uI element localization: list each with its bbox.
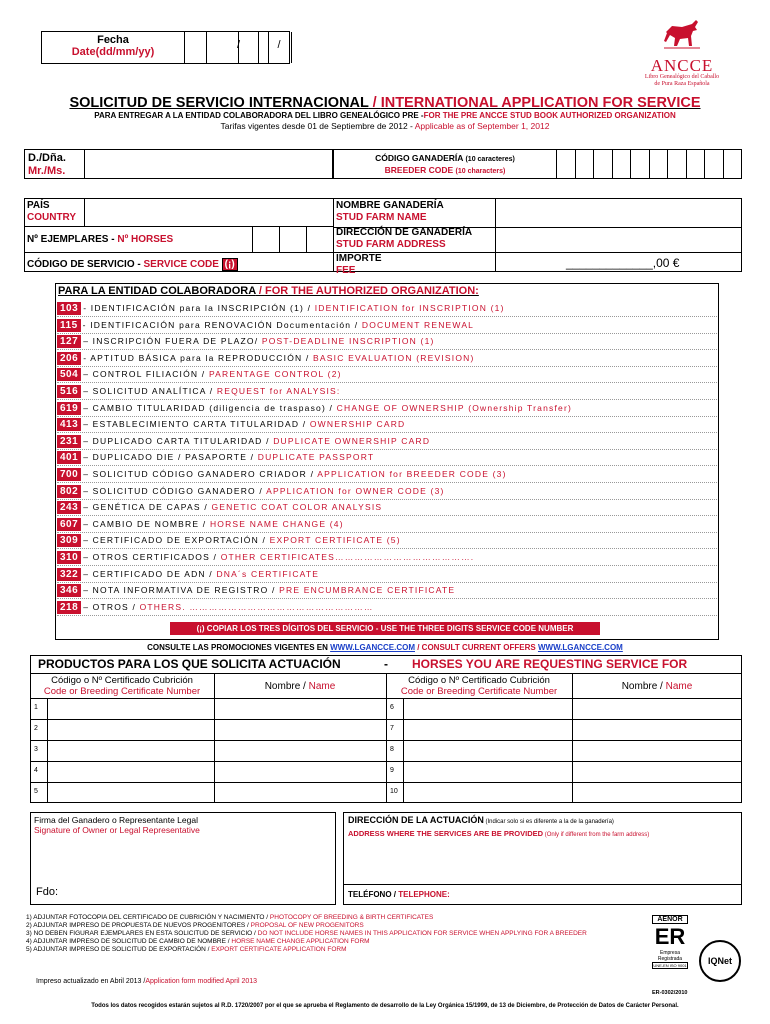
service-desc-es: – GENÉTICA DE CAPAS / bbox=[83, 502, 212, 513]
phone-es: TELÉFONO / bbox=[348, 890, 399, 899]
farm-name-es: NOMBRE GANADERÍA bbox=[336, 200, 444, 211]
product-name-input[interactable] bbox=[574, 783, 740, 802]
horses-es: Nº EJEMPLARES - bbox=[27, 234, 118, 245]
date-day-2[interactable] bbox=[206, 32, 228, 63]
updated-es: Impreso actualizado en Abril 2013 / bbox=[36, 978, 146, 985]
breeder-code-cell[interactable] bbox=[650, 149, 669, 179]
address-en-note: (Only if different from the farm address) bbox=[543, 832, 650, 838]
product-row-number: 1 bbox=[34, 704, 38, 711]
service-row[interactable] bbox=[57, 567, 717, 583]
col-name-right-en: Name bbox=[665, 681, 693, 692]
cert-code: ER-0302/2010 bbox=[652, 990, 688, 996]
product-code-input[interactable] bbox=[404, 762, 570, 781]
footnote-en: DO NOT INCLUDE HORSE NAMES IN THIS APPLICATION FOR SERVICE WHEN APPLYING FOR A BREEDER bbox=[257, 930, 587, 937]
footnote bbox=[26, 946, 346, 954]
service-desc-en: DNA´s CERTIFICATE bbox=[216, 568, 320, 579]
product-num-line bbox=[403, 698, 404, 803]
footnote-es: 5) ADJUNTAR IMPRESO DE SOLICITUD DE EXPORTACIÓN / bbox=[26, 946, 212, 953]
promo-url-1[interactable]: WWW.LGANCCE.COM bbox=[330, 643, 415, 652]
service-desc-en: OTHER CERTIFICATES……………………………………. bbox=[220, 552, 475, 562]
product-name-input[interactable] bbox=[216, 720, 384, 739]
service-desc-en: DOCUMENT RENEWAL bbox=[361, 319, 475, 330]
country-input[interactable] bbox=[85, 199, 332, 225]
product-name-input[interactable] bbox=[216, 783, 384, 802]
service-desc-es: – CERTIFICADO DE ADN / bbox=[83, 568, 217, 579]
product-name-input[interactable] bbox=[574, 741, 740, 760]
service-desc-en: APPLICATION for BREEDER CODE (3) bbox=[317, 469, 507, 479]
date-year-end bbox=[291, 32, 292, 63]
footnote-en: PHOTOCOPY OF BREEDING & BIRTH CERTIFICATES bbox=[269, 914, 434, 921]
service-code: 127 bbox=[57, 335, 81, 348]
country-label bbox=[27, 200, 76, 224]
horses-en: Nº HORSES bbox=[117, 234, 174, 245]
service-row[interactable] bbox=[57, 500, 717, 516]
service-desc-es: – CONTROL FILIACIÓN / bbox=[83, 369, 209, 380]
service-row[interactable] bbox=[57, 367, 717, 383]
product-row-number: 7 bbox=[390, 725, 394, 732]
service-row[interactable] bbox=[57, 484, 717, 500]
col-code-right-es: Código o Nº Certificado Cubrición bbox=[408, 675, 550, 686]
title-en: INTERNATIONAL APPLICATION FOR SERVICE bbox=[380, 95, 701, 111]
address-label bbox=[348, 815, 649, 841]
product-code-input[interactable] bbox=[48, 741, 212, 760]
breeder-code-es-note: (10 caracteres) bbox=[465, 156, 515, 163]
breeder-code-en-note: (10 characters) bbox=[455, 168, 506, 175]
address-es: DIRECCIÓN DE LA ACTUACIÓN bbox=[348, 815, 484, 825]
service-desc-es: - IDENTIFICACIÓN para la INSCRIPCIÓN (1) / bbox=[83, 303, 315, 313]
service-desc-en: HORSE NAME CHANGE (4) bbox=[209, 518, 344, 529]
products-title-en: HORSES YOU ARE REQUESTING SERVICE FOR bbox=[412, 657, 688, 671]
service-desc-en: APPLICATION for OWNER CODE (3) bbox=[266, 485, 445, 496]
er-mark: ER bbox=[654, 924, 686, 949]
owner-label bbox=[24, 149, 85, 179]
legal-notice: Todos los datos recogidos estarán sujetos al R.D. 1720/2007 por el que se aprueba el Reglamento de desarrollo de la Ley Orgánica 15/1999, de 13 de Diciembre, de Protección de Datos de Carácter Personal. bbox=[91, 1003, 679, 1009]
service-code: 516 bbox=[57, 385, 81, 398]
updated-en: Application form modified April 2013 bbox=[145, 978, 258, 985]
product-code-input[interactable] bbox=[404, 699, 570, 718]
service-row[interactable] bbox=[57, 384, 717, 400]
farm-name-input[interactable] bbox=[496, 199, 741, 226]
product-name-input[interactable] bbox=[216, 762, 384, 781]
service-code: 103 bbox=[57, 302, 81, 315]
subtitle1-en: FOR THE PRE ANCCE STUD BOOK AUTHORIZED ORGANIZATION bbox=[423, 111, 676, 120]
date-year-cell[interactable] bbox=[268, 31, 290, 64]
service-desc-es: – ESTABLECIMIENTO CARTA TITULARIDAD / bbox=[83, 419, 310, 430]
service-row[interactable] bbox=[57, 533, 717, 549]
footnote bbox=[26, 930, 587, 938]
owner-en: Mr./Ms. bbox=[28, 165, 66, 177]
service-desc-en: CHANGE OF OWNERSHIP (Ownership Transfer) bbox=[336, 402, 573, 413]
product-name-input[interactable] bbox=[216, 699, 384, 718]
col-code-left-en: Code or Breeding Certificate Number bbox=[43, 686, 201, 697]
ancce-logo bbox=[622, 18, 742, 87]
service-code-es: CÓDIGO DE SERVICIO - bbox=[27, 259, 144, 270]
col-code-left-es: Código o Nº Certificado Cubrición bbox=[51, 675, 193, 686]
service-code: 346 bbox=[57, 584, 81, 597]
footnote-es: 3) NO DEBEN FIGURAR EJEMPLARES EN ESTA SOLICITUD DE SERVICIO / bbox=[26, 930, 258, 937]
farm-name-label bbox=[336, 200, 444, 224]
grid-vline bbox=[333, 198, 334, 272]
date-label bbox=[42, 34, 184, 58]
service-desc-es: – OTROS / bbox=[83, 601, 140, 612]
service-desc-es: - APTITUD BÁSICA para la REPRODUCCIÓN / bbox=[83, 352, 314, 363]
breeder-code-cell[interactable] bbox=[631, 149, 650, 179]
service-row[interactable] bbox=[57, 318, 717, 334]
breeder-code-en: BREEDER CODE bbox=[384, 165, 454, 175]
aenor-label: AENOR bbox=[652, 915, 688, 924]
service-desc-en: DUPLICATE OWNERSHIP CARD bbox=[273, 435, 431, 446]
service-row[interactable] bbox=[57, 583, 717, 599]
grid-rline-2 bbox=[333, 252, 742, 253]
product-name-input[interactable] bbox=[574, 762, 740, 781]
col-name-right-es: Nombre / bbox=[621, 681, 666, 692]
service-code: 322 bbox=[57, 568, 81, 581]
address-es-note: (Indicar solo si es diferente a la de la ganadería) bbox=[483, 819, 614, 825]
subtitle2-es: Tarifas vigentes desde 01 de Septiembre de 2012 - bbox=[220, 121, 415, 131]
service-code: 243 bbox=[57, 501, 81, 514]
service-code: 309 bbox=[57, 534, 81, 547]
page-title bbox=[0, 95, 770, 111]
footnote-es: 1) ADJUNTAR FOTOCOPIA DEL CERTIFICADO DE CUBRICIÓN Y NACIMIENTO / bbox=[26, 914, 270, 921]
breeder-code-cell[interactable] bbox=[594, 149, 613, 179]
product-row-number: 10 bbox=[390, 788, 398, 795]
col-code-left bbox=[30, 675, 214, 697]
title-es: SOLICITUD DE SERVICIO INTERNACIONAL bbox=[69, 95, 369, 111]
promo-mid: / CONSULT CURRENT OFFERS bbox=[415, 643, 538, 652]
horses-cell[interactable] bbox=[306, 227, 333, 252]
service-row[interactable] bbox=[57, 351, 717, 367]
service-code: 700 bbox=[57, 468, 81, 481]
product-row-number: 8 bbox=[390, 746, 394, 753]
date-sep-2: / bbox=[277, 39, 281, 51]
service-desc-en: DUPLICATE PASSPORT bbox=[257, 452, 375, 463]
iqnet-badge: IQNet bbox=[699, 940, 741, 982]
signature-en: Signature of Owner or Legal Representative bbox=[34, 825, 200, 835]
service-row[interactable] bbox=[57, 450, 717, 466]
service-desc-en: REQUEST for ANALYSIS: bbox=[216, 386, 341, 396]
farm-address-label bbox=[336, 227, 472, 251]
product-row-number: 6 bbox=[390, 704, 394, 711]
service-code: 413 bbox=[57, 418, 81, 431]
horse-logo-icon bbox=[662, 18, 702, 52]
service-row[interactable] bbox=[57, 401, 717, 417]
service-code: 218 bbox=[57, 601, 81, 614]
service-desc-es: – INSCRIPCIÓN FUERA DE PLAZO/ bbox=[83, 336, 262, 347]
products-dash: - bbox=[384, 657, 388, 671]
fee-value[interactable]: _____________,00 € bbox=[566, 256, 680, 270]
service-desc-en: POST-DEADLINE INSCRIPTION (1) bbox=[261, 336, 435, 347]
breeder-code-cell[interactable] bbox=[705, 149, 724, 179]
service-row[interactable] bbox=[57, 467, 717, 483]
service-row[interactable] bbox=[57, 550, 717, 566]
aenor-une: UNE-EN ISO 9001 bbox=[653, 963, 687, 968]
service-code: 802 bbox=[57, 485, 81, 498]
service-desc-es: – DUPLICADO DIE / PASAPORTE / bbox=[83, 452, 258, 463]
service-code-en: SERVICE CODE bbox=[143, 259, 219, 270]
fee-es: IMPORTE bbox=[336, 253, 382, 264]
service-desc-en: PARENTAGE CONTROL (2) bbox=[208, 369, 342, 380]
service-code-mark: (¡) bbox=[222, 258, 238, 271]
updated-note bbox=[36, 978, 257, 985]
logo-line2: de Pura Raza Española bbox=[654, 81, 710, 87]
signature-date: Fdo: bbox=[36, 886, 59, 898]
service-desc-en: PRE ENCUMBRANCE CERTIFICATE bbox=[279, 585, 456, 596]
service-code: 115 bbox=[57, 319, 81, 332]
footnote-en: PROPOSAL OF NEW PROGENITORS bbox=[250, 922, 364, 929]
country-en: COUNTRY bbox=[27, 212, 77, 223]
breeder-code-label bbox=[333, 149, 557, 179]
service-desc-en: BASIC EVALUATION (REVISION) bbox=[313, 352, 475, 363]
service-code: 206 bbox=[57, 352, 81, 365]
service-code: 619 bbox=[57, 402, 81, 415]
farm-name-en: STUD FARM NAME bbox=[336, 212, 427, 223]
products-title-es: PRODUCTOS PARA LOS QUE SOLICITA ACTUACIÓN bbox=[38, 657, 341, 671]
phone-label bbox=[348, 890, 450, 899]
service-desc-en: IDENTIFICATION for INSCRIPTION (1) bbox=[314, 303, 505, 313]
service-desc-es: – SOLICITUD CÓDIGO GANADERO / bbox=[83, 485, 267, 496]
product-code-input[interactable] bbox=[48, 783, 212, 802]
col-name-right bbox=[572, 681, 742, 692]
service-desc-en: OWNERSHIP CARD bbox=[309, 419, 406, 430]
service-desc-es: – CAMBIO TITULARIDAD (diligencia de traspaso) / bbox=[83, 402, 337, 413]
prod-vline-1 bbox=[214, 673, 215, 803]
col-name-left bbox=[214, 681, 386, 692]
breeder-code-cell[interactable] bbox=[613, 149, 632, 179]
footnote-es: 4) ADJUNTAR IMPRESO DE SOLICITUD DE CAMBIO DE NOMBRE / bbox=[26, 938, 232, 945]
farm-address-es: DIRECCIÓN DE GANADERÍA bbox=[336, 227, 473, 238]
col-name-left-en: Name bbox=[308, 681, 336, 692]
signature-es: Firma del Ganadero o Representante Legal bbox=[34, 815, 198, 825]
promo-line bbox=[0, 643, 770, 652]
service-code: 310 bbox=[57, 551, 81, 564]
org-en: FOR THE AUTHORIZED ORGANIZATION: bbox=[264, 285, 479, 297]
subtitle1-es: PARA ENTREGAR A LA ENTIDAD COLABORADORA DEL LIBRO GENEALÓGICO PRE - bbox=[94, 111, 424, 120]
product-row-number: 9 bbox=[390, 767, 394, 774]
grid-line-2 bbox=[24, 252, 333, 253]
service-row[interactable] bbox=[57, 301, 717, 317]
col-code-right-en: Code or Breeding Certificate Number bbox=[400, 686, 558, 697]
footnote-es: 2) ADJUNTAR IMPRESO DE PROPUESTA DE NUEVOS PROGENITORES / bbox=[26, 922, 251, 929]
product-code-input[interactable] bbox=[48, 699, 212, 718]
product-row-number: 3 bbox=[34, 746, 38, 753]
breeder-code-cell[interactable] bbox=[668, 149, 687, 179]
aenor-badge bbox=[652, 915, 688, 987]
product-code-input[interactable] bbox=[48, 762, 212, 781]
farm-address-en: STUD FARM ADDRESS bbox=[336, 239, 446, 250]
product-code-input[interactable] bbox=[404, 783, 570, 802]
product-name-input[interactable] bbox=[216, 741, 384, 760]
service-code-label bbox=[27, 259, 238, 271]
subtitle-2 bbox=[0, 121, 770, 131]
fee-label bbox=[336, 253, 382, 277]
service-desc-es: – CERTIFICADO DE EXPORTACIÓN / bbox=[83, 535, 270, 546]
date-day-1[interactable] bbox=[184, 32, 206, 63]
service-row[interactable] bbox=[57, 334, 717, 350]
country-es: PAÍS bbox=[27, 200, 50, 211]
logo-line1: Libro Genealógico del Caballo bbox=[644, 74, 720, 80]
service-row[interactable] bbox=[57, 600, 717, 616]
service-desc-en: EXPORT CERTIFICATE (5) bbox=[269, 535, 401, 546]
subtitle-1 bbox=[0, 111, 770, 120]
service-desc-es: – SOLICITUD ANALÍTICA / bbox=[83, 386, 217, 396]
footnote bbox=[26, 922, 364, 930]
promo-url-2[interactable]: WWW.LGANCCE.COM bbox=[537, 643, 623, 652]
owner-es: D./Dña. bbox=[28, 152, 66, 164]
service-desc-es: – NOTA INFORMATIVA DE REGISTRO / bbox=[83, 585, 280, 596]
date-label-en: Date(dd/mm/yy) bbox=[71, 46, 155, 58]
service-row[interactable] bbox=[57, 517, 717, 533]
product-code-input[interactable] bbox=[404, 720, 570, 739]
aenor-reg1: Empresa bbox=[659, 950, 680, 956]
product-row-number: 5 bbox=[34, 788, 38, 795]
service-desc-es: – SOLICITUD CÓDIGO GANADERO CRIADOR / bbox=[83, 469, 318, 479]
date-month-2[interactable] bbox=[238, 32, 258, 63]
date-sep-1: / bbox=[236, 39, 241, 51]
org-title bbox=[58, 285, 479, 297]
product-code-input[interactable] bbox=[404, 741, 570, 760]
horses-label bbox=[27, 234, 173, 246]
copy-note: (¡) COPIAR LOS TRES DÍGITOS DEL SERVICIO - USE THE THREE DIGITS SERVICE CODE NUMBER bbox=[170, 622, 600, 635]
service-desc-es: – OTROS CERTIFICADOS / bbox=[83, 552, 221, 562]
signature-label bbox=[34, 815, 200, 835]
service-row[interactable] bbox=[57, 417, 717, 433]
org-sep: / bbox=[255, 285, 265, 297]
product-num-line bbox=[47, 698, 48, 803]
fee-en: FEE bbox=[336, 265, 356, 276]
org-es: PARA LA ENTIDAD COLABORADORA bbox=[58, 285, 256, 297]
aenor-reg2: Registrada bbox=[657, 956, 683, 962]
footnote-en: EXPORT CERTIFICATE APPLICATION FORM bbox=[211, 946, 347, 953]
col-code-right bbox=[386, 675, 572, 697]
subtitle2-en: Applicable as of September 1, 2012 bbox=[414, 121, 550, 131]
service-desc-en: OTHERS. ………………………………………………… bbox=[139, 601, 374, 612]
prod-vline-3 bbox=[572, 673, 573, 803]
date-box bbox=[41, 31, 290, 64]
service-row[interactable] bbox=[57, 434, 717, 450]
product-row-number: 4 bbox=[34, 767, 38, 774]
service-desc-es: – DUPLICADO CARTA TITULARIDAD / bbox=[83, 435, 274, 446]
service-code: 504 bbox=[57, 368, 81, 381]
product-code-input[interactable] bbox=[48, 720, 212, 739]
address-en: ADDRESS WHERE THE SERVICES ARE BE PROVIDED bbox=[348, 829, 544, 838]
footnote bbox=[26, 938, 370, 946]
logo-name: ANCCE bbox=[650, 56, 714, 75]
breeder-code-cell[interactable] bbox=[724, 149, 743, 179]
product-name-input[interactable] bbox=[574, 720, 740, 739]
phone-en: TELEPHONE: bbox=[398, 890, 450, 899]
service-desc-es: – CAMBIO DE NOMBRE / bbox=[83, 518, 210, 529]
farm-address-input[interactable] bbox=[496, 228, 741, 251]
breeder-code-cell[interactable] bbox=[576, 149, 595, 179]
footnote-en: HORSE NAME CHANGE APPLICATION FORM bbox=[231, 938, 370, 945]
service-code: 231 bbox=[57, 435, 81, 448]
service-code: 401 bbox=[57, 451, 81, 464]
horses-cell[interactable] bbox=[252, 227, 279, 252]
product-row-number: 2 bbox=[34, 725, 38, 732]
breeder-code-es: CÓDIGO GANADERÍA bbox=[375, 153, 464, 163]
footnote bbox=[26, 914, 433, 922]
owner-input[interactable] bbox=[85, 149, 333, 179]
service-code: 607 bbox=[57, 518, 81, 531]
title-sep: / bbox=[368, 95, 381, 111]
promo-es: CONSULTE LAS PROMOCIONES VIGENTES EN bbox=[147, 643, 331, 652]
service-desc-en: GENETIC COAT COLOR ANALYSIS bbox=[211, 502, 383, 513]
date-label-es: Fecha bbox=[97, 34, 129, 46]
horses-cell[interactable] bbox=[279, 227, 306, 252]
breeder-code-cell[interactable] bbox=[687, 149, 706, 179]
breeder-code-cell[interactable] bbox=[557, 149, 576, 179]
product-name-input[interactable] bbox=[574, 699, 740, 718]
col-name-left-es: Nombre / bbox=[264, 681, 309, 692]
service-desc-es: - IDENTIFICACIÓN para RENOVACIÓN Documentación / bbox=[82, 319, 362, 330]
